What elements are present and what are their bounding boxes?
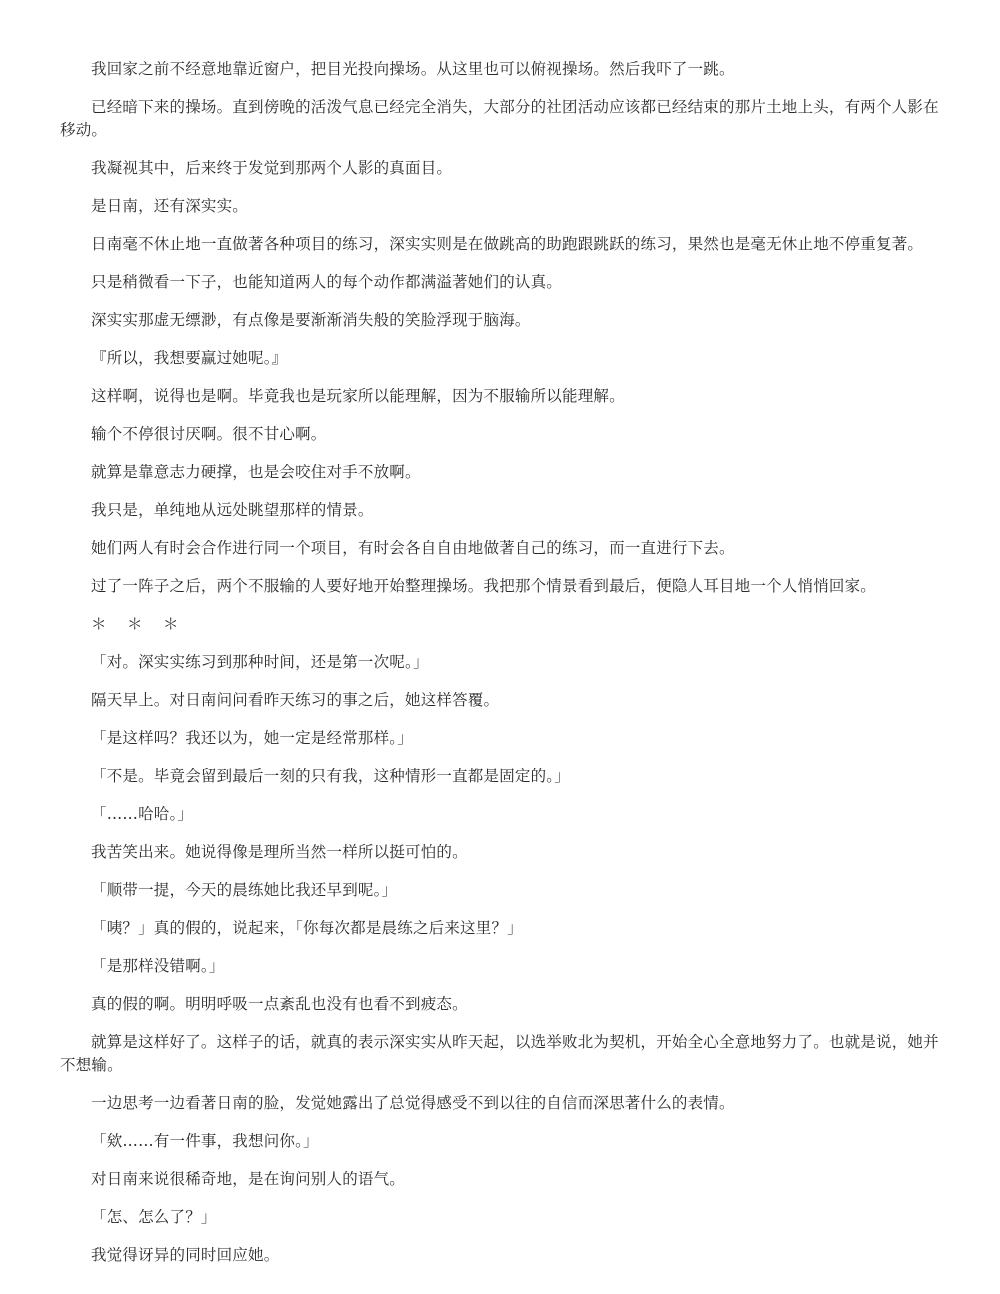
- paragraph: 「是这样吗？我还以为，她一定是经常那样。」: [91, 729, 413, 747]
- paragraph: 「咦？」真的假的，说起来，「你每次都是晨练之后来这里？」: [91, 919, 523, 937]
- paragraph: 我只是，单纯地从远处眺望那样的情景。: [91, 501, 374, 519]
- paragraph: 我回家之前不经意地靠近窗户，把目光投向操场。从这里也可以俯视操场。然后我吓了一跳。: [91, 60, 735, 78]
- paragraph: 「欸……有一件事，我想问你。」: [91, 1132, 319, 1150]
- paragraph: 输个不停很讨厌啊。很不甘心啊。: [91, 425, 327, 443]
- paragraph: 她们两人有时会合作进行同一个项目，有时会各自自由地做著自己的练习，而一直进行下去。: [91, 539, 735, 557]
- paragraph: 只是稍微看一下子，也能知道两人的每个动作都满溢著她们的认真。: [91, 273, 563, 291]
- paragraph: 这样啊，说得也是啊。毕竟我也是玩家所以能理解，因为不服输所以能理解。: [91, 387, 625, 405]
- separator-star: ＊: [163, 615, 179, 633]
- separator-star: ＊: [91, 615, 107, 633]
- paragraph: 已经暗下来的操场。直到傍晚的活泼气息已经完全消失，大部分的社团活动应该都已经结束的那片土地上头，有两个人影在移动。: [60, 98, 939, 139]
- paragraph: 隔天早上。对日南问问看昨天练习的事之后，她这样答覆。: [91, 691, 500, 709]
- paragraph: 我苦笑出来。她说得像是理所当然一样所以挺可怕的。: [91, 843, 468, 861]
- paragraph: 我凝视其中，后来终于发觉到那两个人影的真面目。: [91, 159, 453, 177]
- paragraph: 就算是靠意志力硬撑，也是会咬住对手不放啊。: [91, 463, 421, 481]
- paragraph: 「是那样没错啊。」: [91, 957, 225, 975]
- separator-star: ＊: [127, 615, 143, 633]
- paragraph: 『所以，我想要赢过她呢。』: [91, 349, 288, 367]
- paragraph: 对日南来说很稀奇地，是在询问别人的语气。: [91, 1170, 406, 1188]
- paragraph: 一边思考一边看著日南的脸，发觉她露出了总觉得感受不到以往的自信而深思著什么的表情。: [91, 1094, 735, 1112]
- paragraph: 「顺带一提，今天的晨练她比我还早到呢。」: [91, 881, 398, 899]
- paragraph: 「怎、怎么了？」: [91, 1208, 217, 1226]
- paragraph: 「对。深实实练习到那种时间，还是第一次呢。」: [91, 653, 429, 671]
- paragraph: 「……哈哈。」: [91, 805, 194, 823]
- scene-separator: [60, 613, 940, 636]
- paragraph: 是日南，还有深实实。: [91, 197, 249, 215]
- paragraph: 深实实那虚无缥渺，有点像是要渐渐消失般的笑脸浮现于脑海。: [91, 311, 531, 329]
- paragraph: 我觉得讶异的同时回应她。: [91, 1246, 280, 1264]
- paragraph: 过了一阵子之后，两个不服输的人要好地开始整理操场。我把那个情景看到最后，便隐人耳目地一个人悄悄回家。: [91, 577, 877, 595]
- paragraph: 「不是。毕竟会留到最后一刻的只有我，这种情形一直都是固定的。」: [91, 767, 570, 785]
- paragraph: 就算是这样好了。这样子的话，就真的表示深实实从昨天起，以选举败北为契机，开始全心全意地努力了。也就是说，她并不想输。: [60, 1033, 939, 1074]
- paragraph: 日南毫不休止地一直做著各种项目的练习，深实实则是在做跳高的助跑跟跳跃的练习，果然也是毫无休止地不停重复著。: [91, 235, 924, 253]
- paragraph: 真的假的啊。明明呼吸一点紊乱也没有也看不到疲态。: [91, 995, 468, 1013]
